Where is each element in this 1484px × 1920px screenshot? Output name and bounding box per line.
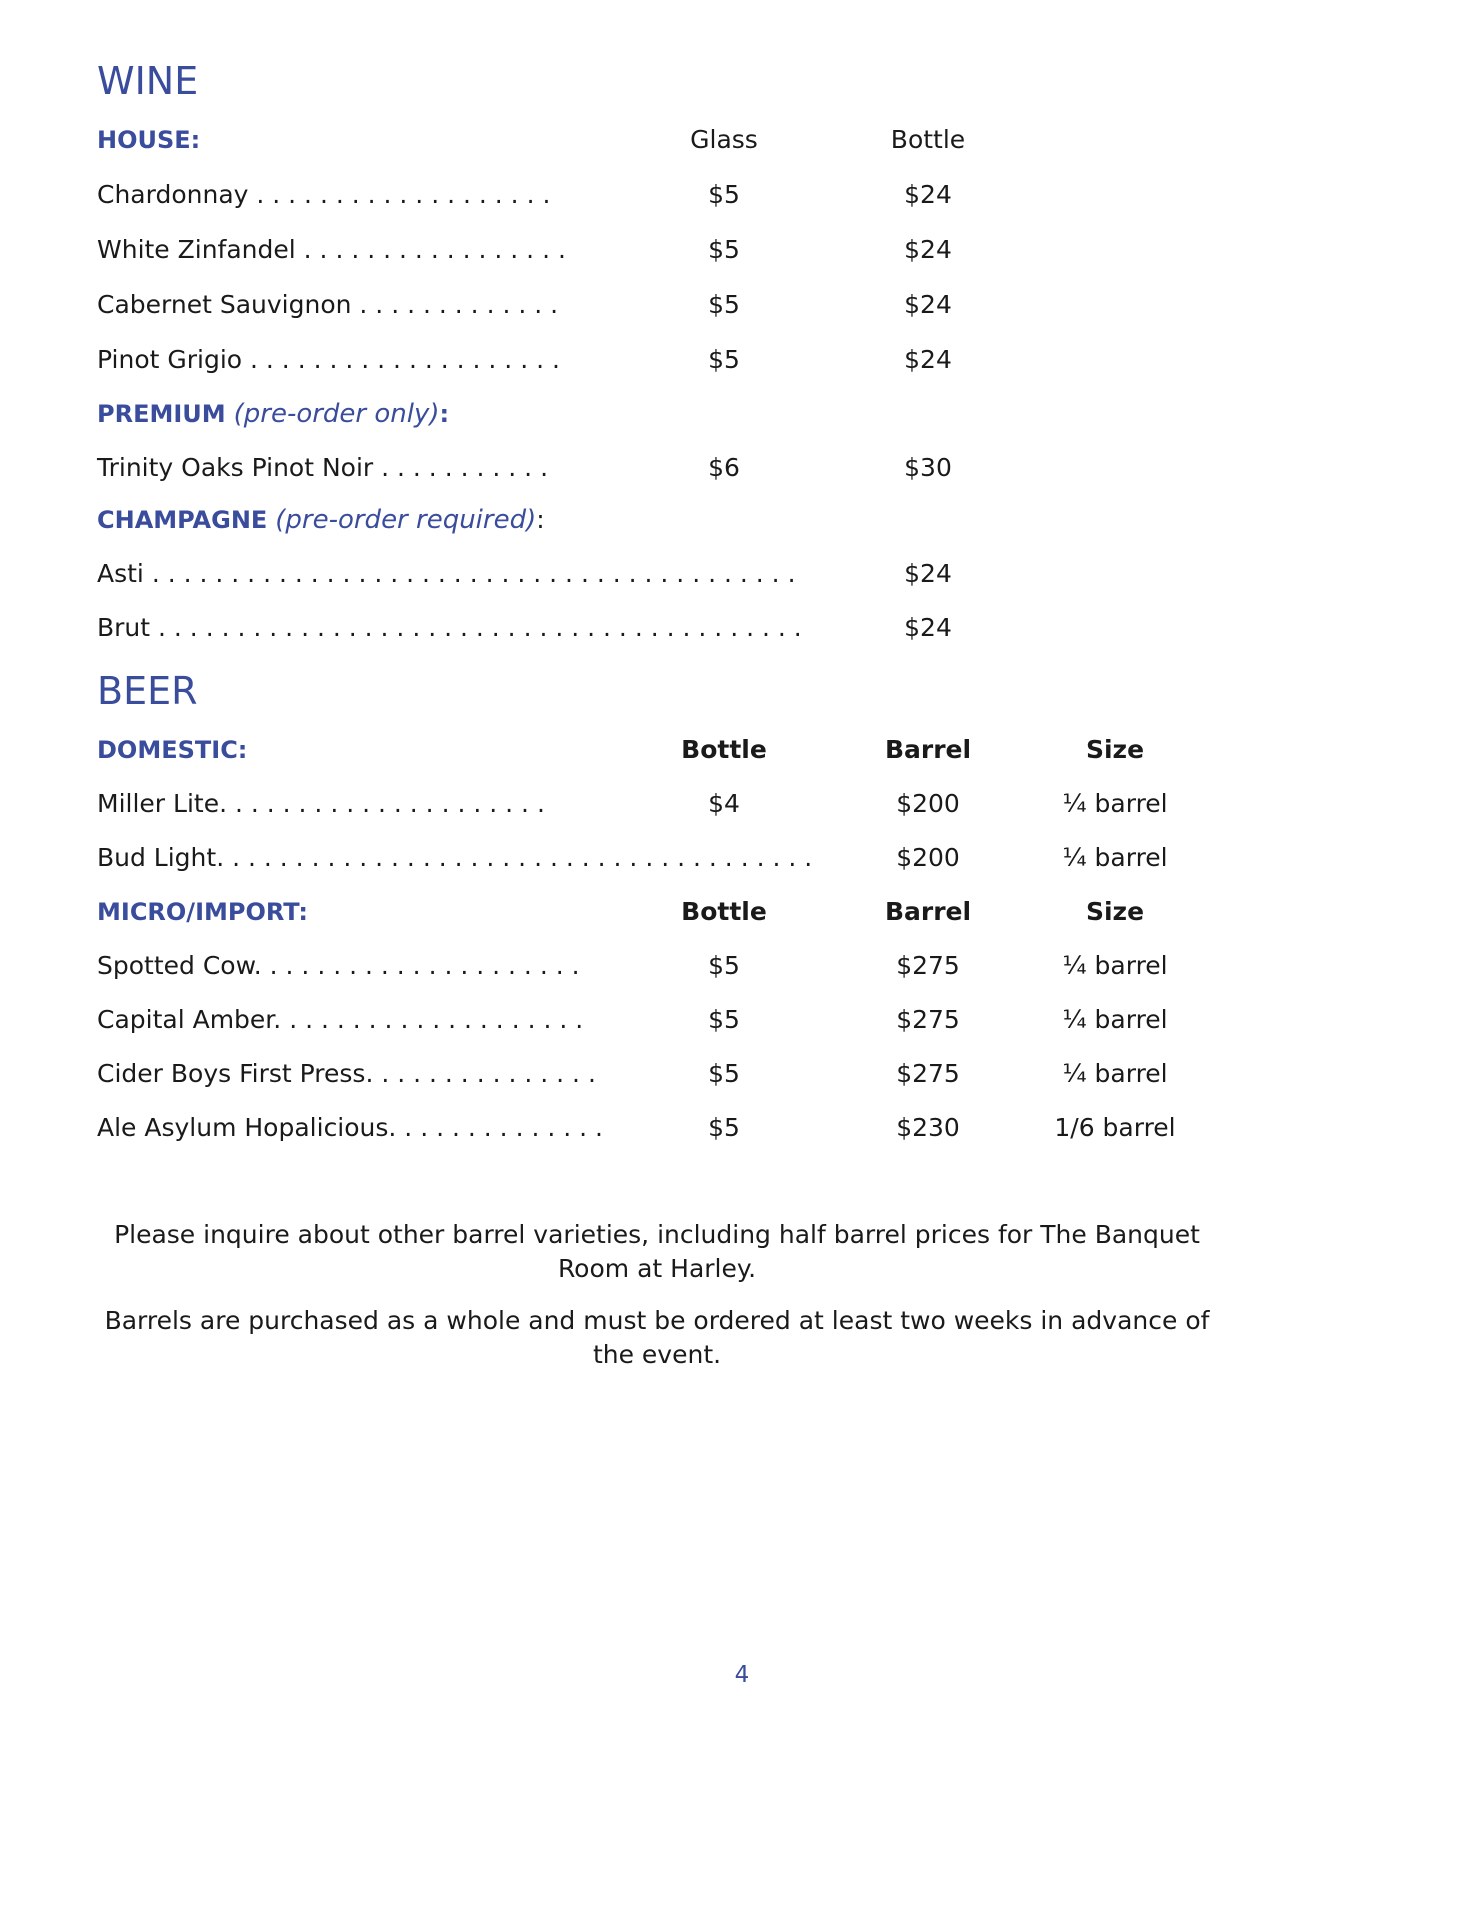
bottle-price: $24 (904, 235, 952, 264)
bottle-price: $5 (708, 1113, 740, 1142)
barrel-price: $200 (896, 843, 960, 872)
glass-price: $6 (708, 453, 740, 482)
size-column-header: Size (1085, 897, 1145, 926)
menu-item-row (97, 448, 1217, 488)
barrel-column-header: Barrel (884, 735, 972, 764)
barrel-size: ¼ barrel (1062, 843, 1168, 872)
item-name: Miller Lite. . . . . . . . . . . . . . . . . . . . . (97, 789, 545, 818)
house-header-row (97, 120, 1217, 160)
barrel-inquiry-note: Please inquire about other barrel varieties, including half barrel prices for The Banquet Room at Harley. (114, 1220, 1200, 1283)
menu-item-row (97, 285, 1217, 325)
item-name: Bud Light. . . . . . . . . . . . . . . . . . . . . . . . . . . . . . . . . . . . . . (97, 843, 813, 872)
champagne-colon: : (536, 505, 545, 534)
micro-header-row (97, 892, 1217, 932)
item-name: Pinot Grigio . . . . . . . . . . . . . . . . . . . . (97, 345, 560, 374)
bottle-column-header: Bottle (681, 897, 767, 926)
item-name: Cider Boys First Press. . . . . . . . . . . . . . . (97, 1059, 596, 1088)
house-category-label: HOUSE: (97, 126, 201, 154)
premium-header-row (97, 394, 1217, 434)
glass-price: $5 (708, 345, 740, 374)
barrel-size: ¼ barrel (1062, 1005, 1168, 1034)
item-name: Ale Asylum Hopalicious. . . . . . . . . . . . . . (97, 1113, 603, 1142)
menu-item-row (97, 1054, 1217, 1094)
menu-item-row (97, 608, 1217, 648)
bottle-price: $5 (708, 1005, 740, 1034)
barrel-size: ¼ barrel (1062, 951, 1168, 980)
micro-category-label: MICRO/IMPORT: (97, 898, 308, 926)
bottle-price: $24 (904, 613, 952, 642)
glass-column-header: Glass (690, 125, 758, 154)
champagne-label: CHAMPAGNE (97, 506, 268, 534)
menu-item-row (97, 340, 1217, 380)
premium-note: (pre-order only) (233, 399, 440, 429)
item-name: Brut . . . . . . . . . . . . . . . . . . . . . . . . . . . . . . . . . . . . . . . . . (97, 613, 802, 642)
item-name: Capital Amber. . . . . . . . . . . . . . . . . . . . (97, 1005, 584, 1034)
size-column-header: Size (1085, 735, 1145, 764)
bottle-column-header: Bottle (681, 735, 767, 764)
menu-item-row (97, 1000, 1217, 1040)
barrel-price: $230 (896, 1113, 960, 1142)
bottle-price: $30 (904, 453, 952, 482)
wine-section-title: WINE (97, 59, 199, 103)
bottle-price: $24 (904, 345, 952, 374)
barrel-price: $200 (896, 789, 960, 818)
item-name: White Zinfandel . . . . . . . . . . . . . . . . . (97, 235, 566, 264)
beer-section-title: BEER (97, 669, 198, 713)
bottle-column-header: Bottle (890, 125, 966, 154)
menu-item-row (97, 838, 1217, 878)
premium-category-label (97, 394, 449, 434)
glass-price: $5 (708, 290, 740, 319)
item-name: Trinity Oaks Pinot Noir . . . . . . . . . . . (97, 453, 549, 482)
menu-item-row (97, 784, 1217, 824)
menu-item-row (97, 175, 1217, 215)
menu-item-row (97, 1108, 1217, 1148)
barrel-price: $275 (896, 1005, 960, 1034)
premium-label: PREMIUM (97, 400, 226, 428)
barrel-price: $275 (896, 1059, 960, 1088)
item-name: Chardonnay . . . . . . . . . . . . . . . . . . . (97, 180, 551, 209)
domestic-header-row (97, 730, 1217, 770)
barrel-price: $275 (896, 951, 960, 980)
menu-item-row (97, 554, 1217, 594)
menu-item-row (97, 946, 1217, 986)
champagne-category-label (97, 500, 545, 540)
bottle-price: $4 (708, 789, 740, 818)
barrel-size: ¼ barrel (1062, 1059, 1168, 1088)
glass-price: $5 (708, 235, 740, 264)
item-name: Spotted Cow. . . . . . . . . . . . . . . . . . . . . (97, 951, 580, 980)
barrel-column-header: Barrel (884, 897, 972, 926)
glass-price: $5 (708, 180, 740, 209)
champagne-header-row (97, 500, 1217, 540)
domestic-category-label: DOMESTIC: (97, 736, 248, 764)
barrel-purchase-note: Barrels are purchased as a whole and must be ordered at least two weeks in advance of the event. (104, 1306, 1210, 1369)
barrel-size: 1/6 barrel (1054, 1113, 1176, 1142)
item-name: Asti . . . . . . . . . . . . . . . . . . . . . . . . . . . . . . . . . . . . . . . . . (97, 559, 796, 588)
barrel-size: ¼ barrel (1062, 789, 1168, 818)
champagne-note: (pre-order required) (275, 505, 537, 535)
bottle-price: $24 (904, 290, 952, 319)
bottle-price: $5 (708, 1059, 740, 1088)
bottle-price: $24 (904, 180, 952, 209)
premium-colon: : (439, 400, 450, 428)
page-number: 4 (734, 1662, 750, 1688)
menu-item-row (97, 230, 1217, 270)
item-name: Cabernet Sauvignon . . . . . . . . . . . . . (97, 290, 559, 319)
bottle-price: $24 (904, 559, 952, 588)
bottle-price: $5 (708, 951, 740, 980)
notes-block (97, 1218, 1217, 1390)
